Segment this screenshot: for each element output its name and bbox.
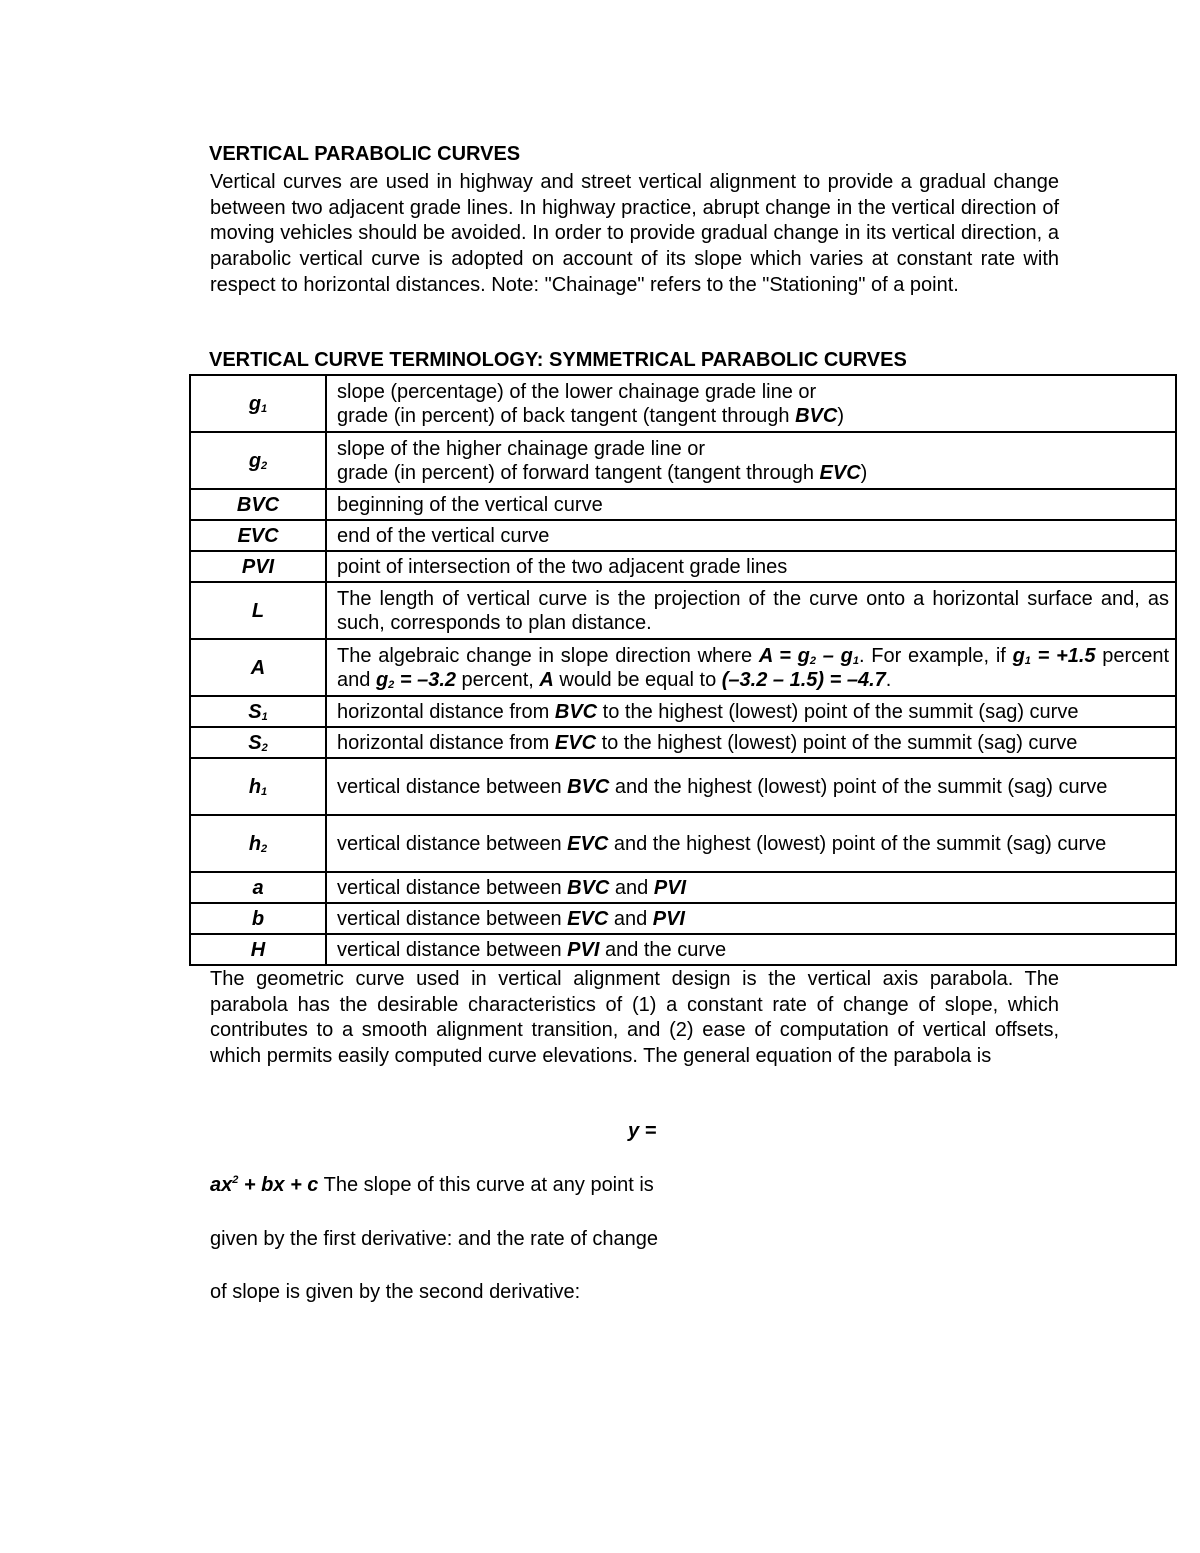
equation-lhs: y =	[628, 1120, 657, 1142]
definition-cell: The algebraic change in slope direction where $A = g_2 - g_1$. For example, if $g_1 = +1.5$ percent and $g_2 = -3.2$ percent, A would be equal to (–3.2 – 1.5) = –4.7.	[326, 639, 1176, 696]
symbol-cell: BVC	[190, 489, 326, 520]
definition-cell: slope (percentage) of the lower chainage grade line or grade (in percent) of back tangent (tangent through BVC)	[326, 375, 1176, 432]
terminology-table	[189, 374, 1177, 966]
equation-line: $ax^2$ + bx + c The slope of this curve at any point is	[210, 1174, 654, 1196]
symbol-cell: a	[190, 872, 326, 903]
derivative-line-1: given by the first derivative: and the rate of change	[210, 1228, 659, 1250]
symbol-cell: $S_2$	[190, 727, 326, 758]
table-row	[190, 489, 1176, 520]
intro-paragraph: Vertical curves are used in highway and street vertical alignment to provide a gradual change between two adjacent grade lines. In highway practice, abrupt change in the vertical direction of moving vehicles should be avoided. In order to provide gradual change in its vertical direction, a parabolic vertical curve is adopted on account of its slope which varies at constant rate with respect to horizontal distances. Note: "Chainage" refers to the "Stationing" of a point.	[210, 171, 1059, 296]
definition-cell: horizontal distance from EVC to the highest (lowest) point of the summit (sag) curve	[326, 727, 1176, 758]
symbol-cell: A	[190, 639, 326, 696]
definition-cell: horizontal distance from BVC to the highest (lowest) point of the summit (sag) curve	[326, 696, 1176, 727]
table-row	[190, 696, 1176, 727]
symbol-cell: H	[190, 934, 326, 965]
table-row	[190, 520, 1176, 551]
table-row	[190, 432, 1176, 489]
table-row	[190, 934, 1176, 965]
symbol-cell: $g_1$	[190, 375, 326, 432]
table-row	[190, 758, 1176, 815]
definition-cell: vertical distance between PVI and the curve	[326, 934, 1176, 965]
definition-cell: vertical distance between BVC and PVI	[326, 872, 1176, 903]
terminology-heading: VERTICAL CURVE TERMINOLOGY: SYMMETRICAL PARABOLIC CURVES	[209, 349, 907, 371]
symbol-cell: b	[190, 903, 326, 934]
symbol-cell: $S_1$	[190, 696, 326, 727]
table-row	[190, 903, 1176, 934]
definition-cell: end of the vertical curve	[326, 520, 1176, 551]
table-row	[190, 582, 1176, 639]
symbol-cell: $h_2$	[190, 815, 326, 872]
parabola-paragraph: The geometric curve used in vertical alignment design is the vertical axis parabola. The parabola has the desirable characteristics of (1) a constant rate of change of slope, which contributes to a smooth alignment transition, and (2) ease of computation of vertical offsets, which permits easily computed curve elevations. The general equation of the parabola is	[210, 968, 1059, 1067]
definition-cell: point of intersection of the two adjacent grade lines	[326, 551, 1176, 582]
table-row	[190, 639, 1176, 696]
symbol-cell: $g_2$	[190, 432, 326, 489]
symbol-cell: L	[190, 582, 326, 639]
definition-cell: beginning of the vertical curve	[326, 489, 1176, 520]
table-row	[190, 815, 1176, 872]
table-row	[190, 727, 1176, 758]
definition-cell: vertical distance between EVC and the highest (lowest) point of the summit (sag) curve	[326, 815, 1176, 872]
definition-cell: vertical distance between BVC and the highest (lowest) point of the summit (sag) curve	[326, 758, 1176, 815]
table-row	[190, 872, 1176, 903]
table-row	[190, 375, 1176, 432]
derivative-line-2: of slope is given by the second derivative:	[210, 1281, 581, 1303]
symbol-cell: EVC	[190, 520, 326, 551]
definition-cell: vertical distance between EVC and PVI	[326, 903, 1176, 934]
symbol-cell: $h_1$	[190, 758, 326, 815]
page-title: VERTICAL PARABOLIC CURVES	[209, 143, 521, 165]
symbol-cell: PVI	[190, 551, 326, 582]
table-row	[190, 551, 1176, 582]
definition-cell: The length of vertical curve is the projection of the curve onto a horizontal surface and, as such, corresponds to plan distance.	[326, 582, 1176, 639]
definition-cell: slope of the higher chainage grade line or grade (in percent) of forward tangent (tangent through EVC)	[326, 432, 1176, 489]
